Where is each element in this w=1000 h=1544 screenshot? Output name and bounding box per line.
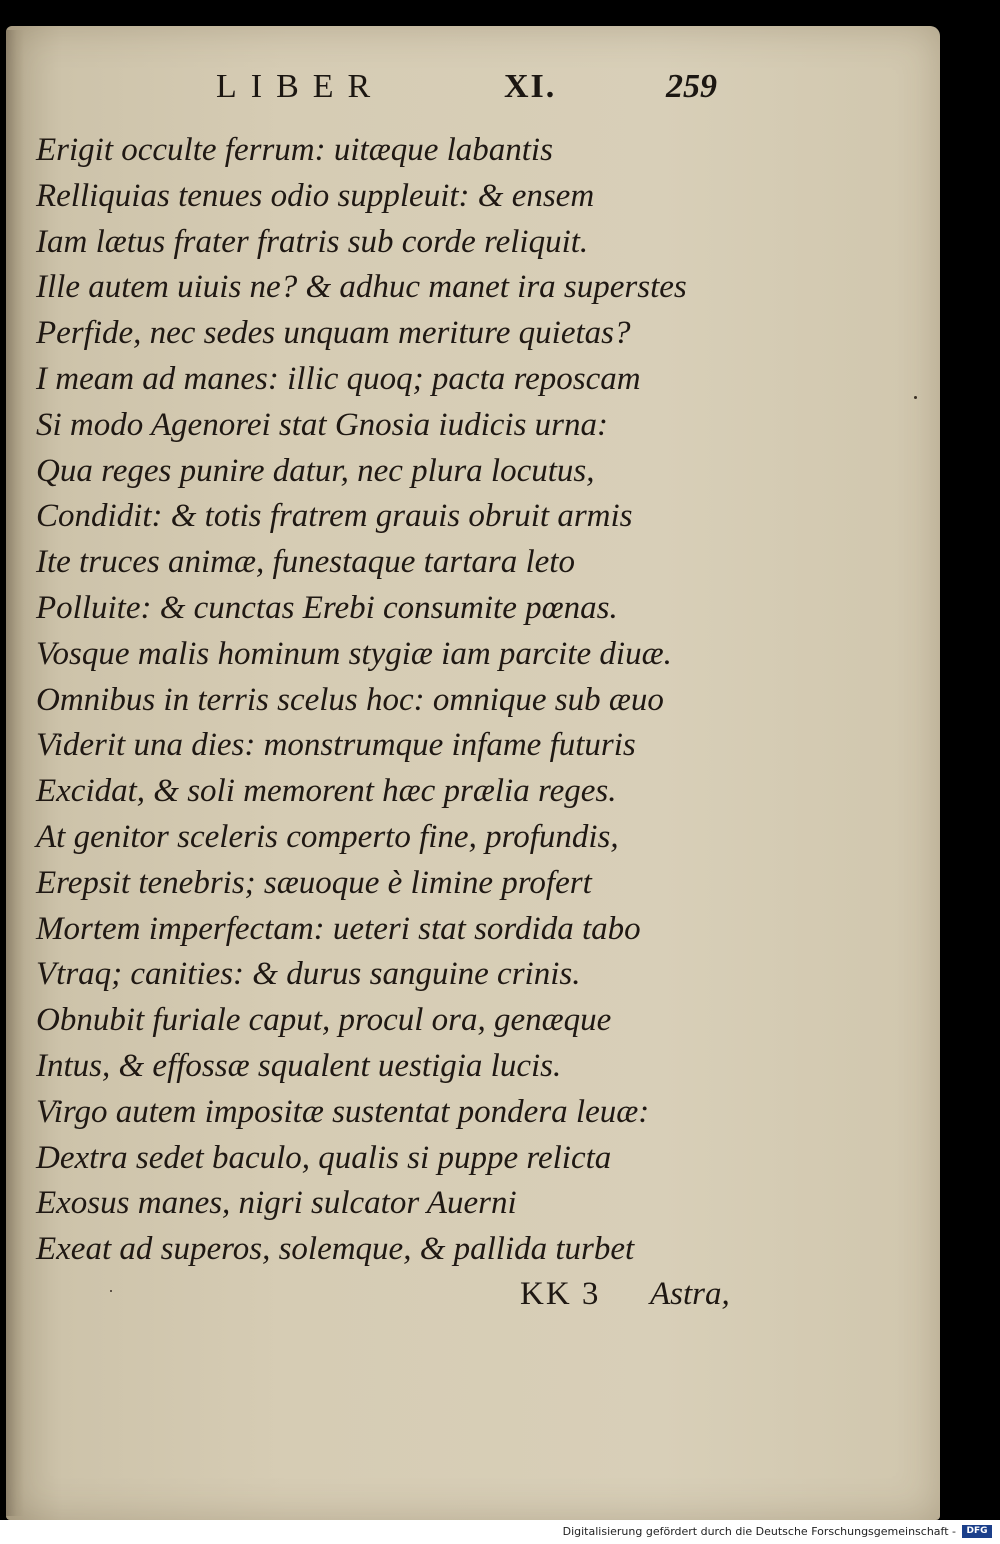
verse-line: Ille autem uiuis ne? & adhuc manet ira superstes [36,269,687,306]
catchword: Astra, [650,1276,730,1312]
verse-line: Viderit una dies: monstrumque infame futuris [36,727,636,764]
verse-line: Condidit: & totis fratrem grauis obruit armis [36,498,633,535]
verse-line: Exeat ad superos, solemque, & pallida turbet [36,1231,635,1268]
verse-line: Si modo Agenorei stat Gnosia iudicis urna: [36,406,608,443]
verse-line: Erepsit tenebris; sæuoque è limine profert [36,864,592,901]
page-number: 259 [666,68,717,105]
verse-line: Omnibus in terris scelus hoc: omnique sub æuo [36,681,664,718]
verse-line: Excidat, & soli memorent hæc prælia reges. [36,773,617,810]
signature-mark: KK 3 [520,1276,601,1312]
paper-speck [914,396,917,399]
paper-speck [110,1290,112,1292]
verse-line: Vtraq; canities: & durus sanguine crinis. [36,956,581,993]
page-footer [520,1276,780,1320]
digitization-credit: Digitalisierung gefördert durch die Deutsche Forschungsgemeinschaft - [562,1525,956,1538]
verse-line: Mortem imperfectam: ueteri stat sordida tabo [36,910,641,947]
verse-line: Ite truces animæ, funestaque tartara leto [36,544,575,581]
verse-line: I meam ad manes: illic quoq; pacta reposcam [36,360,641,397]
verse-line: Exosus manes, nigri sulcator Auerni [36,1185,517,1222]
verse-line: Iam lætus frater fratris sub corde reliquit. [36,223,589,260]
verse-line: Erigit occulte ferrum: uitæque labantis [36,132,553,168]
header-liber: LIBER [216,68,385,105]
verse-line: Qua reges punire datur, nec plura locutus, [36,452,595,489]
dfg-logo: DFG [962,1525,992,1538]
verse-line: Dextra sedet baculo, qualis si puppe relicta [36,1139,612,1176]
header-book-number: XI. [504,68,557,105]
verse-line: Perfide, nec sedes unquam meriture quietas? [36,315,631,352]
verse-line: Relliquias tenues odio suppleuit: & ensem [36,177,595,214]
verse-line: Vosque malis hominum stygiæ iam parcite diuæ. [36,635,672,672]
verse-line: At genitor sceleris comperto fine, profundis, [36,818,619,855]
running-header [210,68,770,114]
verse-line: Polluite: & cunctas Erebi consumite pœnas. [36,589,618,626]
page-gutter-shadow [6,30,24,1516]
verse-text-block [36,128,756,1273]
verse-line: Virgo autem impositæ sustentat pondera leuæ: [36,1093,650,1130]
verse-line: Intus, & effossæ squalent uestigia lucis. [36,1047,562,1084]
verse-line: Obnubit furiale caput, procul ora, genæque [36,1002,612,1039]
